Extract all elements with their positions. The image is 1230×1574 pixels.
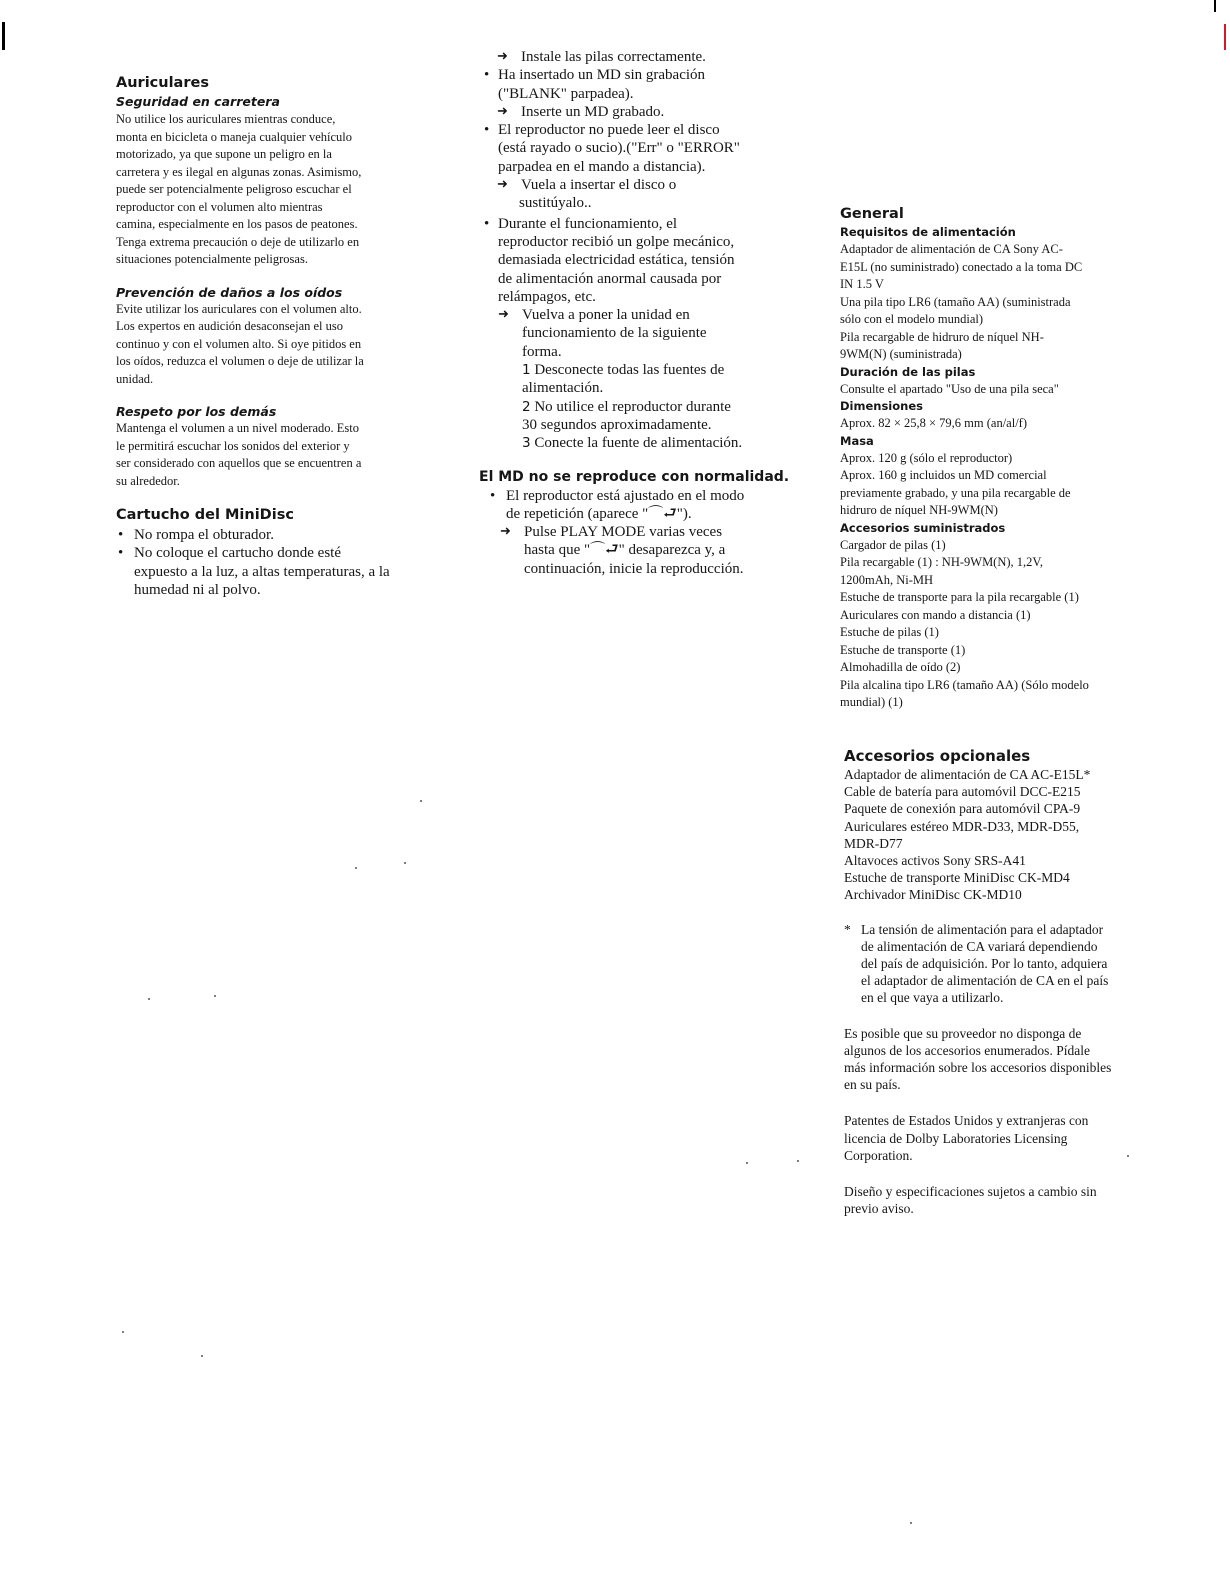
remedy-item: [498, 306, 799, 452]
footnote: [844, 921, 1164, 1007]
text-line: Ha insertado un MD sin grabación: [498, 67, 706, 84]
cause-item: [484, 121, 799, 176]
text-line: Archivador MiniDisc CK-MD10: [844, 887, 1022, 903]
text-line: Mantenga el volumen a un nivel moderado. Esto: [116, 421, 359, 435]
arrow-right-icon: ➜: [497, 176, 508, 192]
spec-title-duracion: Duración de las pilas: [840, 364, 976, 379]
text-line: relámpagos, etc.: [498, 288, 596, 305]
text-line: puede ser potencialmente peligroso escuchar el: [116, 182, 352, 196]
text-line: algunos de los accesorios enumerados. Pídale: [844, 1042, 1090, 1058]
text-line: 9WM(N) (suministrada): [840, 347, 962, 361]
bullet-list-cartucho: [116, 526, 436, 599]
paragraph-seguridad: [116, 111, 436, 269]
step-number: 3: [522, 435, 531, 452]
section-title-md-reproduce: El MD no se reproduce con normalidad.: [479, 468, 790, 485]
step-3: [522, 434, 799, 452]
text-line: Altavoces activos Sony SRS-A41: [844, 853, 1026, 869]
text-line: Auriculares estéreo MDR-D33, MDR-D55,: [844, 818, 1080, 834]
text-line: Paquete de conexión para automóvil CPA-9: [844, 801, 1081, 817]
paragraph-patentes: [844, 1112, 1164, 1164]
text-line: reproductor con el volumen alto mientras: [116, 199, 323, 214]
spec-title-masa: Masa: [840, 433, 874, 448]
text-line: Estuche de transporte MiniDisc CK-MD4: [844, 870, 1070, 886]
footnote-marker: *: [844, 921, 851, 937]
scan-speck: [201, 1355, 203, 1357]
subsection-title-seguridad: Seguridad en carretera: [116, 94, 280, 109]
text-line: humedad ni al polvo.: [134, 581, 261, 598]
text-line: 1200mAh, Ni-MH: [840, 572, 934, 587]
text-line: expuesto a la luz, a altas temperaturas, a la: [134, 563, 390, 580]
spec-title-requisitos: Requisitos de alimentación: [840, 225, 1016, 239]
text-line: en el que vaya a utilizarlo.: [861, 990, 1004, 1006]
right-column-specs: [840, 205, 1180, 712]
text-line: Cargador de pilas (1): [840, 537, 946, 552]
scan-speck: [746, 1162, 748, 1164]
arrow-right-icon: ➜: [498, 306, 509, 322]
text-line: (está rayado o sucio).("Err" o "ERROR": [498, 140, 740, 157]
text-line: Estuche de transporte para la pila recargable (1): [840, 590, 1079, 604]
text-line: Auriculares con mando a distancia (1): [840, 607, 1031, 622]
text-line: sustitúyalo..: [519, 195, 592, 212]
text-line: Corporation.: [844, 1147, 913, 1163]
arrow-right-icon: ➜: [497, 48, 508, 63]
text-line: sólo con el modelo mundial): [840, 312, 984, 326]
step-2: [522, 398, 799, 435]
text-line: Aprox. 120 g (sólo el reproductor): [840, 450, 1013, 465]
text-line: Cable de batería para automóvil DCC-E215: [844, 784, 1081, 800]
text-line: Consulte el apartado "Uso de una pila seca": [840, 381, 1059, 396]
list-item-text: No rompa el obturador.: [134, 527, 274, 543]
text-line: Adaptador de alimentación de CA Sony AC-: [840, 242, 1063, 256]
text-line: mundial) (1): [840, 695, 903, 709]
text-line: unidad.: [116, 371, 154, 386]
remedy-item: [497, 48, 799, 66]
text-line: parpadea en el mando a distancia).: [498, 158, 706, 175]
text-line: demasiada electricidad estática, tensión: [498, 252, 735, 269]
text-line: los oídos, reduzca el volumen o deje de utilizar la: [116, 354, 364, 368]
text-line: El reproductor no puede leer el disco: [498, 122, 720, 139]
remedy-text: Inserte un MD grabado.: [521, 103, 665, 120]
text-line: hasta que "⌒⮐" desaparezca y, a: [524, 542, 726, 559]
bullet-icon: •: [484, 215, 490, 232]
step-1: [522, 361, 799, 398]
left-column: [116, 74, 436, 599]
remedy-item: [497, 103, 799, 121]
right-column-optional: [844, 747, 1164, 1217]
text-line: ser considerado con aquellos que se encuentren a: [116, 456, 362, 470]
scan-speck: [404, 862, 406, 864]
text-line: carretera y es ilegal en algunas zonas. Asimismo,: [116, 164, 362, 179]
cause-item: [484, 66, 799, 103]
bullet-icon: •: [118, 527, 124, 543]
text-line: No utilice los auriculares mientras conduce,: [116, 112, 336, 126]
text-line: reproductor recibió un golpe mecánico,: [498, 233, 735, 250]
text-line: hidruro de níquel NH-9WM(N): [840, 503, 998, 517]
scan-speck: [214, 995, 216, 997]
scan-speck: [797, 1160, 799, 1162]
text-line: Pila recargable (1) : NH-9WM(N), 1,2V,: [840, 555, 1043, 569]
text-line: El reproductor está ajustado en el modo: [506, 487, 745, 504]
text-line: No utilice el reproductor durante: [534, 398, 731, 415]
text-line: funcionamiento de la siguiente: [522, 325, 707, 342]
text-line: Aprox. 82 × 25,8 × 79,6 mm (an/al/f): [840, 416, 1027, 430]
step-number: 2: [522, 398, 531, 415]
text-line: Pulse PLAY MODE varias veces: [524, 524, 723, 541]
text-line: La tensión de alimentación para el adaptador: [861, 921, 1104, 937]
section-title-general: General: [840, 206, 904, 222]
text-line: monta en bicicleta o maneja cualquier vehículo: [116, 129, 353, 144]
text-line: continuación, inicie la reproducción.: [524, 560, 744, 577]
section-title-cartucho: Cartucho del MiniDisc: [116, 507, 294, 523]
text-line: Diseño y especificaciones sujetos a cambio sin: [844, 1184, 1097, 1200]
text-line: previamente grabado, y una pila recargable de: [840, 485, 1071, 500]
text-line: licencia de Dolby Laboratories Licensing: [844, 1130, 1068, 1146]
text-line: IN 1.5 V: [840, 277, 884, 291]
bullet-icon: •: [484, 122, 490, 139]
paragraph-prevencion: [116, 301, 436, 389]
text-line: Pila recargable de hidruro de níquel NH-: [840, 329, 1044, 344]
text-line: camina, especialmente en los pasos de peatones.: [116, 217, 358, 231]
bullet-icon: •: [490, 487, 496, 504]
scan-speck: [910, 1522, 912, 1524]
text-line: de repetición (aparece "⌒⮐").: [506, 505, 692, 522]
text-line: situaciones potencialmente peligrosas.: [116, 252, 308, 266]
text-line: motorizado, ya que supone un peligro en la: [116, 147, 332, 161]
scan-edge-mark-right: [1214, 0, 1216, 12]
text-line: 30 segundos aproximadamente.: [522, 416, 712, 433]
text-line: forma.: [522, 343, 562, 360]
text-line: Pila alcalina tipo LR6 (tamaño AA) (Sólo modelo: [840, 677, 1089, 692]
paragraph-respeto: [116, 420, 436, 490]
text-line: Es posible que su proveedor no disponga de: [844, 1025, 1082, 1041]
text-line: del país de adquisición. Por lo tanto, adquiera: [861, 956, 1108, 972]
text-line: continuo y con el volumen alto. Si oye pitidos en: [116, 336, 362, 351]
bullet-icon: •: [484, 67, 490, 84]
section-title-opcionales: Accesorios opcionales: [844, 747, 1031, 765]
text-line: le permitirá escuchar los sonidos del exterior y: [116, 438, 350, 453]
text-line: MDR-D77: [844, 835, 903, 851]
text-line: Patentes de Estados Unidos y extranjeras con: [844, 1113, 1089, 1129]
remedy-text: Instale las pilas correctamente.: [521, 49, 706, 65]
text-line: Evite utilizar los auriculares con el volumen alto.: [116, 301, 362, 316]
scan-speck: [122, 1331, 124, 1333]
text-line: el adaptador de alimentación de CA en el país: [861, 973, 1109, 989]
scan-speck: [148, 998, 150, 1000]
paragraph-diseno: [844, 1183, 1164, 1217]
paragraph-proveedor: [844, 1025, 1164, 1094]
text-line: Vuelva a poner la unidad en: [522, 307, 690, 324]
list-item: [116, 544, 436, 599]
section-title-auriculares: Auriculares: [116, 75, 209, 91]
arrow-right-icon: ➜: [500, 523, 511, 539]
text-line: Aprox. 160 g incluidos un MD comercial: [840, 468, 1047, 482]
scan-speck: [420, 800, 422, 802]
text-line: Una pila tipo LR6 (tamaño AA) (suministrada: [840, 294, 1071, 309]
spec-title-accesorios: Accesorios suministrados: [840, 520, 1006, 535]
text-line: su alrededor.: [116, 473, 180, 488]
text-line: Estuche de transporte (1): [840, 642, 966, 657]
text-line: No coloque el cartucho donde esté: [134, 545, 342, 562]
scan-edge-mark-right-red: [1224, 24, 1226, 50]
scan-speck: [355, 867, 357, 869]
text-line: previo aviso.: [844, 1201, 914, 1217]
text-line: Estuche de pilas (1): [840, 625, 939, 639]
text-line: ("BLANK" parpadea).: [498, 85, 634, 102]
middle-column: [479, 48, 799, 578]
text-line: Desconecte todas las fuentes de: [534, 362, 725, 379]
text-line: en su país.: [844, 1077, 901, 1093]
text-line: Los expertos en audición desaconsejan el uso: [116, 319, 344, 333]
step-number: 1: [522, 362, 531, 379]
text-line: Almohadilla de oído (2): [840, 660, 961, 674]
bullet-icon: •: [118, 545, 124, 562]
text-line: Tenga extrema precaución o deje de utilizarlo en: [116, 234, 360, 249]
text-line: Vuela a insertar el disco o: [521, 177, 677, 194]
subsection-title-prevencion: Prevención de daños a los oídos: [116, 284, 343, 300]
text-line: Durante el funcionamiento, el: [498, 215, 678, 232]
cause-item: [488, 487, 799, 524]
scan-edge-mark-left: [2, 22, 5, 50]
text-line: Adaptador de alimentación de CA AC-E15L*: [844, 767, 1091, 782]
arrow-right-icon: ➜: [497, 102, 508, 118]
cause-item: [484, 215, 799, 306]
remedy-item: [497, 176, 799, 213]
remedy-item: [500, 523, 799, 578]
text-line: E15L (no suministrado) conectado a la toma DC: [840, 259, 1083, 274]
text-line: Conecte la fuente de alimentación.: [534, 435, 743, 452]
subsection-title-respeto: Respeto por los demás: [116, 404, 277, 419]
text-line: alimentación.: [522, 380, 604, 397]
text-line: de alimentación anormal causada por: [498, 270, 722, 287]
list-item: [116, 526, 436, 544]
text-line: de alimentación de CA variará dependiendo: [861, 938, 1098, 954]
spec-title-dimensiones: Dimensiones: [840, 399, 923, 413]
text-line: más información sobre los accesorios disponibles: [844, 1060, 1112, 1076]
